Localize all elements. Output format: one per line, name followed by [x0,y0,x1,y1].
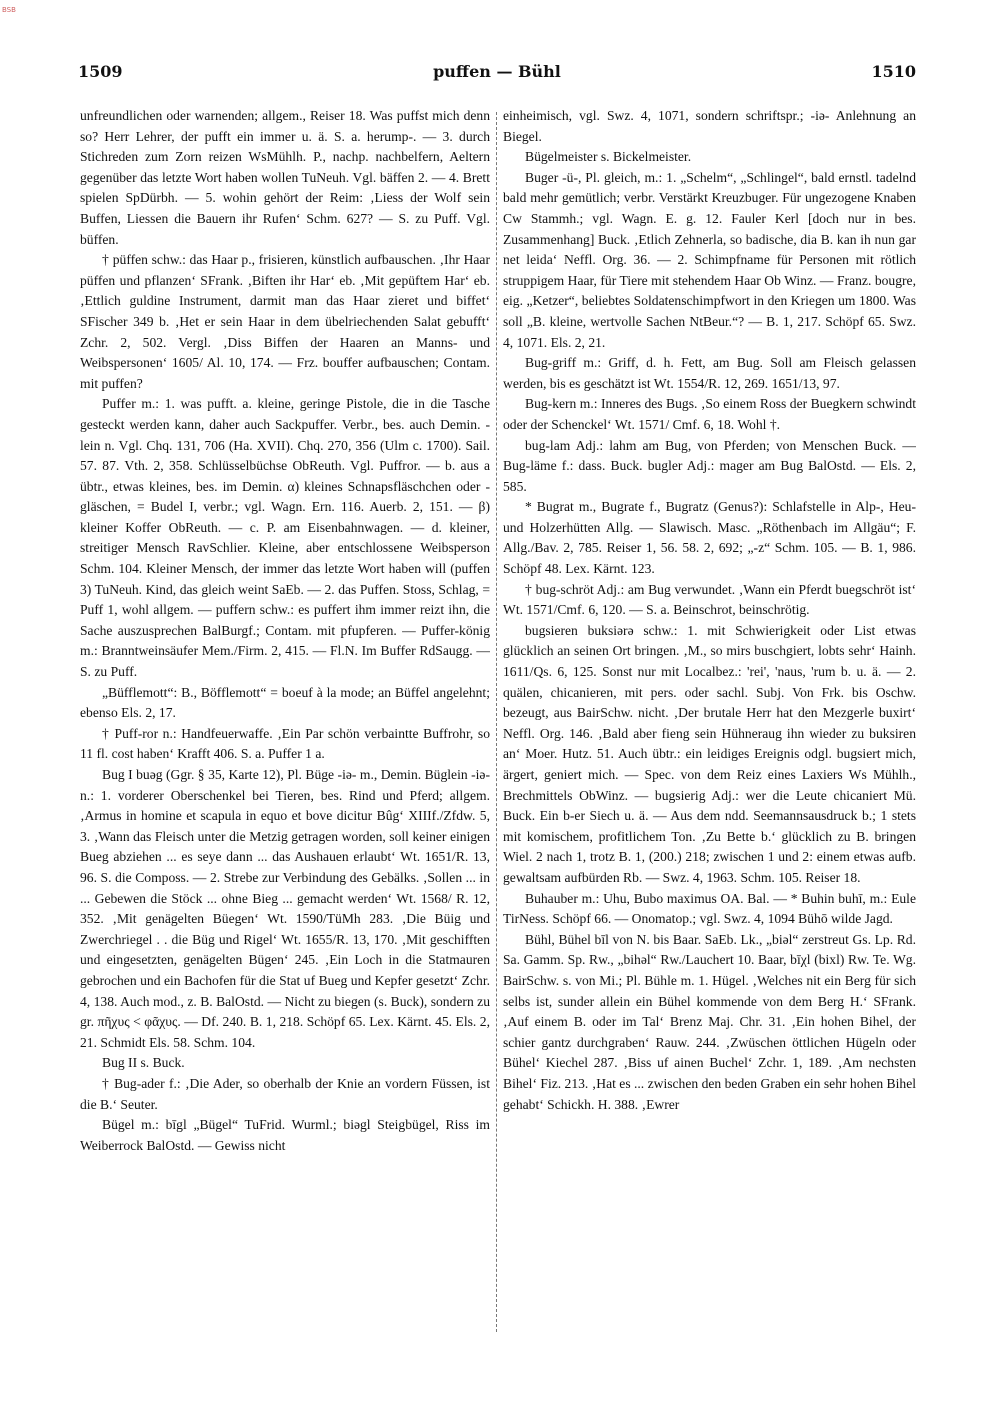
page-header [78,62,916,86]
entry-buegelmeister: Bügelmeister s. Bickelmeister. [525,149,692,165]
right-column [503,106,916,1406]
entry-bug-2: Bug II s. Buck. [102,1055,185,1071]
entry-bug-ader: † Bug-ader f.: ‚Die Ader, so oberhalb der Knie an vordern Füssen, ist die B.‘ Seuter. [80,1075,490,1112]
library-stamp: BSB [2,6,16,14]
entry-bug-lam: bug-lam Adj.: lahm am Bug, von Pferden; von Menschen Buck. — Bug-läme f.: dass. Buck. bugler Adj.: mager am Bug BalOstd. — Els. 2, 585. [503,437,916,494]
entry-puffer: Puffer m.: 1. was pufft. a. kleine, geringe Pistole, die in die Tasche gesteckt werden kann, daher auch Sackpuffer. Verbr., bes. auch Demin. -lein n. Vgl. Chq. 131, 706 (Ha. XVII). Chq. 270, 356 (Ulm c. 1700). Sail. 57. 87. Vth. 2, 358. Schlüsselbüchse ObReuth. Vgl. Puffror. — b. aus a übtr., etwas kleines, bes. im Demin. α) kleines Schnapsfläschchen oder -gläschen, = Budel I, verbr.; vgl. Wagn. Ern. 116. Auerb. 2, 151. — β) kleiner Koffer ObReuth. — c. P. am Eisenbahnwagen. — d. kleiner, streitiger Mensch RavSchlier. Kleine, aber entschlossene Weibsperson Schm. 104. Kleiner Mensch, der immer das letzte Wort haben will (puffen 3) TuNeuh. Kind, das gleich weint SaEb. — 2. das Puffen. Stoss, Schlag, = Puff 1, wohl allgem. — puffern schw.: es puffert ihm immer reizt ihn, die Sache auszusprechen BalBurgf.; Contam. mit pfupferen. — Puffer-könig m.: Branntweinsäufer Mem./Firm. 2, 415. — Fl.N. Im Buffer RdSaugg. — S. zu Puff. [80,396,490,680]
entry-bug-1: Bug I buəg (Ggr. § 35, Karte 12), Pl. Büge -iə- m., Demin. Büglein -iə- n.: 1. vorderer Oberschenkel bei Tieren, bes. Rind und Pferd; allgem. ‚Armus in homine et scapula in equo et bove dicitur Bûg‘ XIIIf./Zfdw. 5, 3. ‚Wann das Fleisch unter die Metzig getragen worden, soll keiner einigen Bueg abziehen ... es seye dann ... das Aushauen erlaubt‘ Wt. 1651/R. 13, 96. S. die Composs. — 2. Strebe zur Verbindung des Gebälks. ‚Sollen ... in ... Gebewen die Stöck ... ohne Bieg ... gemacht werden‘ Wt. 1568/ R. 12, 352. ‚Mit genägelten Büegen‘ Wt. 1590/TüMh 283. ‚Die Büig und Zwerchriegel . . die Büg und Rigel‘ Wt. 1655/R. 13, 170. ‚Mit geschifften und eingesetzten, genägelten Bügen‘ 245. ‚Ein Loch in die Statmauren gebrochen und ein Bachofen für die Stat uf Bueg und Kepfer gesetzt‘ Zchr. 4, 138. Auch mod., z. B. BalOstd. — Nicht zu biegen (s. Buck), sondern zu gr. πῆχυς < φᾶχυς. — Df. 240. B. 1, 218. Schöpf 65. Lex. Kärnt. 45. Els. 2, 21. Schmidt Els. 58. Schm. 104. [80,767,490,1050]
running-title: puffen — Bühl [433,62,561,81]
entry-buefflemott: „Büfflemott“: B., Böfflemott“ = boeuf à la mode; an Büffel angelehnt; ebenso Els. 2, 17. [80,684,490,721]
entry-buehl: Bühl, Bühel bīl von N. bis Baar. SaEb. Lk., „biəl“ zerstreut Gs. Lp. Rd. Sa. Gamm. Sp. Rw., „bihəl“ Rw./Lauchert 10. Baar, bīχl (bixl) Rw. Te. Wg. BairSchw. s. von Mi.; Pl. Bühle m. 1. Hügel. ‚Welches nit ein Berg für sich selbs ist, sunder allein ein Bühel kommende von dem Berg H.‘ SFrank. ‚Auf einem B. oder im Tal‘ Brenz Maj. Chr. 31. ‚Ein hohen Bihel, der schier gantz durchgraben‘ Rauw. 244. ‚Zwüschen öttlichen Hügeln oder Bühel‘ Kiechel 287. ‚Biss uf ainen Buchel‘ Zchr. 1, 189. ‚Am nechsten Bihel‘ Fiz. 213. ‚Hat es ... zwischen den beden Graben ein sehr hohen Bihel gehabt‘ Schickh. H. 388. ‚Ewrer [503,931,916,1112]
entry-bug-kern: Bug-kern m.: Inneres des Bugs. ‚So einem Ross der Buegkern schwindt oder der Schenckel‘ Wt. 1571/ Cmf. 6, 18. Wohl †. [503,396,916,432]
page-number-left: 1509 [78,62,123,81]
entry-bug-schroet: † bug-schröt Adj.: am Bug verwundet. ‚Wann ein Pferdt buegschröt ist‘ Wt. 1571/Cmf. 6, 120. — S. a. Beinschrot, beinschrötig. [503,581,916,618]
entry-buegel-continued: einheimisch, vgl. Swz. 4, 1071, sondern schriftspr.; -iə- Anlehnung an Biegel. [503,108,916,144]
entry-buger: Buger -ü-, Pl. gleich, m.: 1. „Schelm“, „Schlingel“, bald ernstl. tadelnd bald mehr gemütlich; verbr. Verstärkt Kreuzbuger. Für ungezogene Knaben Cw Stammh.; vgl. Wagn. E. g. 12. Fauler Kerl [doch nur in bes. Zusammenhang] Buck. ‚Etlich Zehnerla, so badische, dia B. kan ih nun gar net leida‘ Neffl. Org. 36. — 2. Schimpfname für Personen mit rötlich struppigem Haar, für Tiere mit stehendem Haar Ob Winz. — Franz. bougre, eig. „Ketzer“, beliebtes Soldatenschimpfwort in den Kriegen um 1800. Was soll „B. kleine, wertvolle Sachen NtBeur.“? — B. 1, 217. Schöpf 65. Swz. 4, 1071. Els. 2, 21. [503,169,916,350]
column-divider [496,112,497,1332]
page-number-right: 1510 [871,62,916,81]
entry-pueffen: † püffen schw.: das Haar p., frisieren, künstlich aufbauschen. ‚Ihr Haar püffen und pflanzen‘ SFrank. ‚Biften ihr Har‘ eb. ‚Mit gepüftem Har‘ eb. ‚Ettlich guldine Instrument, darmit man das Haar zieret und biffet‘ SFischer 349 b. ‚Het er sein Haar in dem übelriechenden Salat gebufft‘ Zchr. 2, 502. Vergl. ‚Diss Biffen der Haaren an Manns- und Weibspersonen‘ 1605/ Al. 10, 174. — Frz. bouffer aufbauschen; Contam. mit puffen? [80,252,490,391]
entry-buegel: Bügel m.: bīgl „Bügel“ TuFrid. Wurml.; biəgl Steigbügel, Riss im Weiberrock BalOstd. — Gewiss nicht [80,1117,490,1153]
entry-buhauber: Buhauber m.: Uhu, Bubo maximus OA. Bal. — * Buhin buhī, m.: Eule TirNess. Schöpf 66. — Onomatop.; vgl. Swz. 4, 1094 Bühō wilde Jagd. [503,890,916,927]
entry-bugrat: * Bugrat m., Bugrate f., Bugratz (Genus?): Schlafstelle in Alp-, Heu- und Holzerhütten Allg. — Slawisch. Masc. „Röthenbach im Allgäu“; F. Allg./Bav. 2, 785. Reiser 1, 56. 58. 2, 692; „-z“ Schm. 105. — B. 1, 986. Schöpf 48. Lex. Kärnt. 123. [503,499,916,577]
entry-bugsieren: bugsieren buksiərə schw.: 1. mit Schwierigkeit oder List etwas glücklich an seinen Ort bringen. ‚M., so mirs buschgiert, lobts sehr‘ Hainh. 1611/Qs. 6, 125. Sonst nur mit Localbez.: 'rei', 'naus, 'rum b. u. ä. — 2. quälen, chicanieren, mit pers. oder sachl. Subj. Von Frk. bis Oschw. bezeugt, aus BairSchw. nicht. ‚Der brutale Herr hat den Mezgerle buxirt‘ Neffl. Org. 146. ‚Bald aber fieng sein Hühneraug ihn wieder zu buksiren an‘ Moer. Hutz. 51. Auch übtr.: ein leidiges Ereignis odgl. bugsiert mich, ärgert, geniert mich. — Spec. von dem Reiz eines Laxiers Ws Mühlh., Brechmittels ObWinz. — bugsierig Adj.: wer die Leute chicaniert Mü. Buck. Ein b-er Siech u. ä. — Aus dem ndd. Seemannsausdruck b.; 1 stets mit komischem, profitlichem Ton. ‚Zu Bette b.‘ glücklich zu B. bringen Wiel. 2 nach 1, trotz B. 1, (200.) 218; zwischen 1 und 2: einem etwas aufb. gewaltsam aufbürden Rb. — Swz. 4, 1963. Schm. 105. Reiser 18. [503,622,916,885]
entry-bug-griff: Bug-griff m.: Griff, d. h. Fett, am Bug. Soll am Fleisch gelassen werden, bis es geschätzt ist Wt. 1554/R. 12, 269. 1651/13, 97. [503,355,916,391]
entry-puffen-continued: unfreundlichen oder warnenden; allgem., Reiser 18. Was puffst mich denn so? Herr Lehrer, der pufft ein immer u. ä. S. a. herump-. — 3. durch Stichreden zum Zorn reizen WsMühlh. P., nachp. nachbelfern, Aeltern gegenüber das letzte Wort haben wollen TuNeuh. Vgl. bäffen 2. — 4. Brett spielen SpDürbh. — 5. wohin gehört der Reim: ‚Liess der Wolf sein Buffen, Liessen die Bauern ihr Rufen‘ Schm. 627? — S. zu Puff. Vgl. büffen. [80,108,490,247]
left-column [80,106,490,1406]
entry-puff-ror: † Puff-ror n.: Handfeuerwaffe. ‚Ein Par schön verbaintte Buffrohr, so 11 fl. cost haben‘ Krafft 406. S. a. Puffer 1 a. [80,725,490,762]
